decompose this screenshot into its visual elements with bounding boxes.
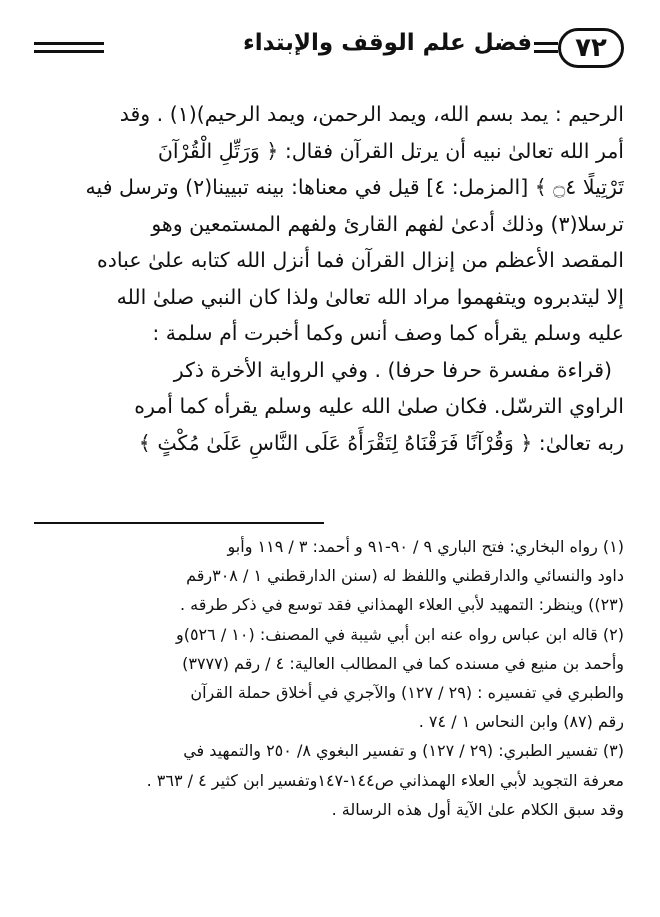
footnotes (34, 532, 624, 824)
footnote-line-9: معرفة التجويد لأبي العلاء الهمذاني ص١٤٤-١٤٧وتفسير ابن كثير ٤ / ٣٦٣ . (146, 770, 624, 790)
body-line-8: (قراءة مفسرة حرفا حرفا) . وفي الرواية الأخرة ذكر (173, 357, 612, 382)
header-rule-right-top (534, 42, 558, 45)
header-rule-left-top (34, 42, 104, 45)
footnote-line-7: رقم (٨٧) وابن النحاس ١ / ٧٤ . (418, 712, 624, 732)
footnote-line-3: (٢٣)) وينظر: التمهيد لأبي العلاء الهمذاني فقد توسع في ذكر طرقه . (179, 595, 624, 615)
header-rule-left-bottom (34, 50, 104, 53)
page-number: ٧٢ (558, 28, 624, 68)
body-line-10: ربه تعالىٰ: ﴿ وَقُرْآنًا فَرَقْنَاهُ لِتَقْرَأَهُ عَلَى النَّاسِ عَلَىٰ مُكْثٍ ﴾ (138, 430, 624, 455)
footnote-line-5: وأحمد بن منيع في مسنده كما في المطالب العالية: ٤ / رقم (٣٧٧٧) (182, 653, 624, 673)
body-line-1: الرحيم : يمد بسم الله، ويمد الرحمن، ويمد الرحيم)(١) . وقد (119, 102, 624, 126)
body-line-4: ترسلا(٣) وذلك أدعىٰ لفهم القارئ ولفهم المستمعين وهو (151, 211, 624, 236)
header-rule-right-bottom (534, 50, 558, 53)
footnote-line-1: (١) رواه البخاري: فتح الباري ٩ / ٩٠-٩١ و أحمد: ٣ / ١١٩ وأبو (227, 537, 624, 556)
footnote-line-2: داود والنسائي والدارقطني واللفظ له (سنن الدارقطني ١ / ٣٠٨رقم (186, 566, 624, 586)
body-line-3: تَرْتِيلًا ۝٤ ﴾ [المزمل: ٤] قيل في معناها: بينه تبيينا(٢) وترسل فيه (85, 175, 624, 199)
body-text (34, 96, 624, 461)
body-line-2: أمر الله تعالىٰ نبيه أن يرتل القرآن فقال: ﴿ وَرَتِّلِ الْقُرْآنَ (157, 138, 624, 163)
body-line-7: عليه وسلم يقرأه كما وصف أنس وكما أخبرت أم سلمة : (152, 321, 624, 345)
page-header (34, 28, 624, 72)
footnote-line-6: والطبري في تفسيره : (٢٩ / ١٢٧) والآجري في أخلاق حملة القرآن (190, 682, 624, 702)
footnote-line-8: (٣) تفسير الطبري: (٢٩ / ١٢٧) و تفسير البغوي ٨/ ٢٥٠ والتمهيد في (183, 741, 624, 761)
running-title: فضل علم الوقف والإبتداء (242, 30, 532, 56)
footnote-separator (34, 522, 324, 524)
body-line-5: المقصد الأعظم من إنزال القرآن فما أنزل الله كتابه علىٰ عباده (97, 248, 624, 272)
footnote-line-4: (٢) قاله ابن عباس رواه عنه ابن أبي شيبة في المصنف: (١٠ / ٥٢٦)و (175, 624, 624, 644)
body-line-9: الراوي الترسّل. فكان صلىٰ الله عليه وسلم يقرأه كما أمره (134, 394, 624, 418)
body-line-6: إلا ليتدبروه ويتفهموا مراد الله تعالىٰ ولذا كان النبي صلىٰ الله (116, 284, 624, 309)
footnote-line-10: وقد سبق الكلام علىٰ الآية أول هذه الرسالة . (331, 799, 624, 819)
